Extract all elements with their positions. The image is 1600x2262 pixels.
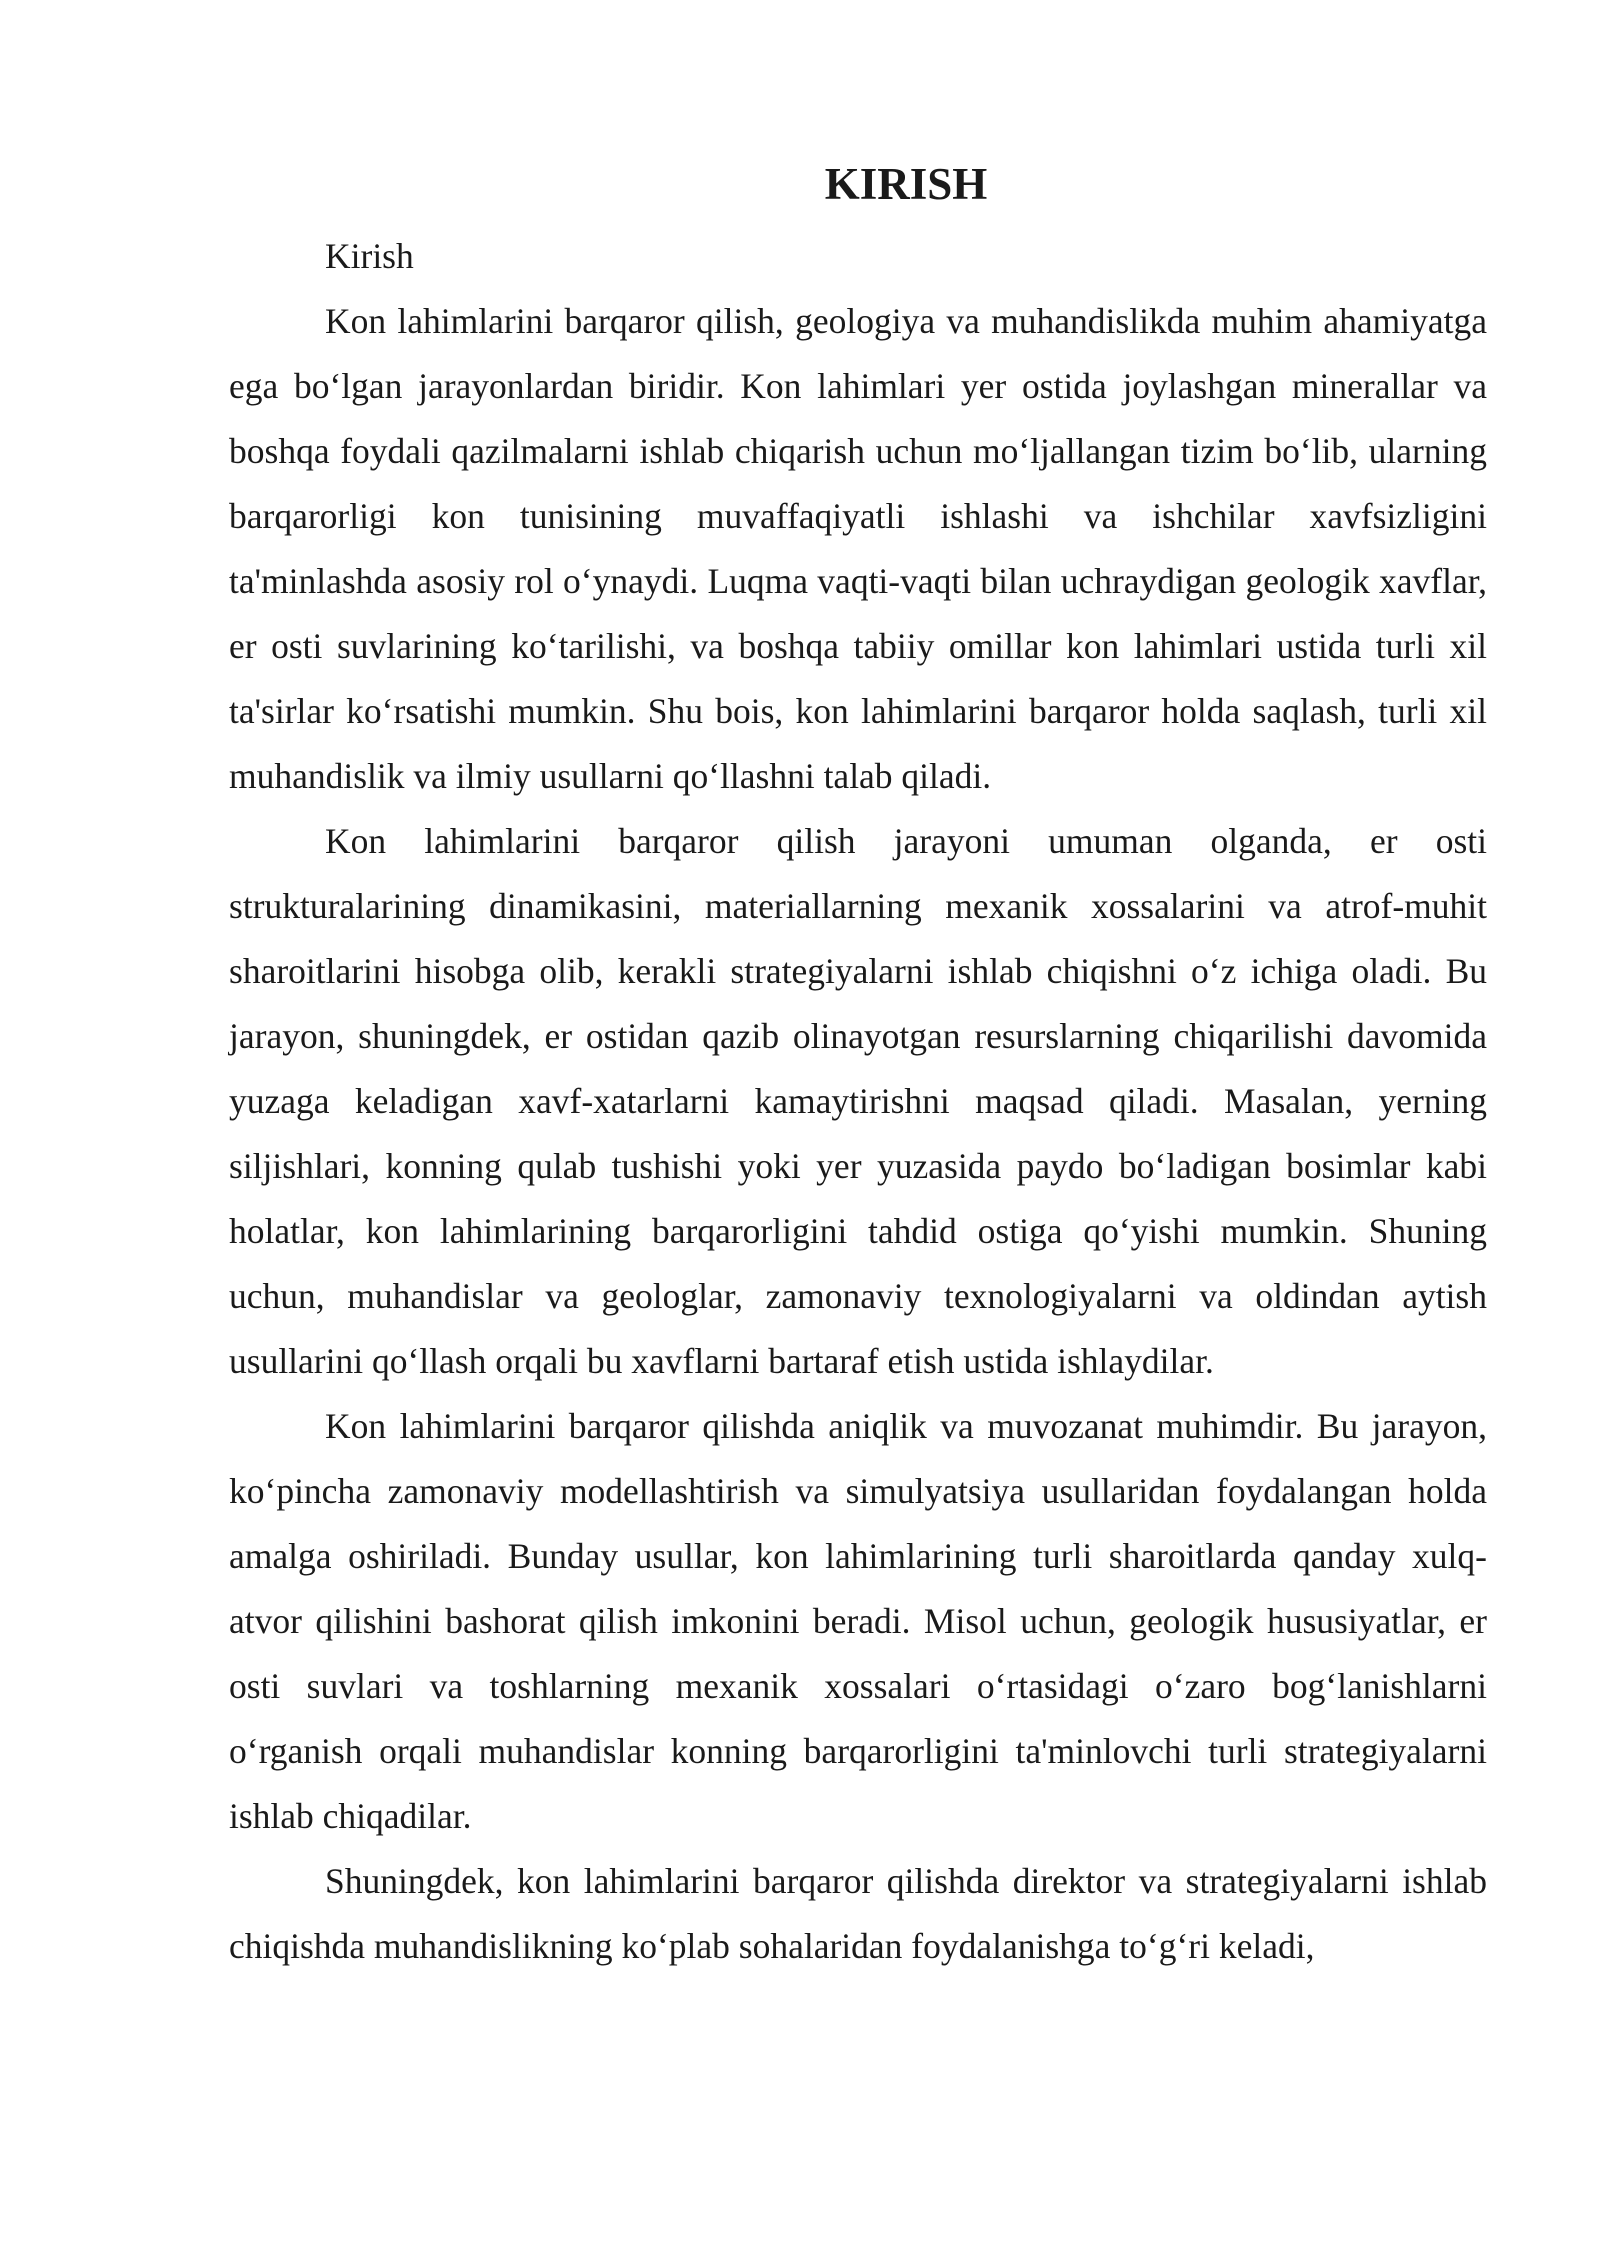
paragraph-2: Kon lahimlarini barqaror qilish jarayoni umuman olganda, er osti strukturalarining dinamikasini, materiallarning mexanik xossalarini va atrof-muhit sharoitlarini hisobga olib, kerakli strategiyalarni ishlab chiqishni o‘z ichiga oladi. Bu jarayon, shuningdek, er ostidan qazib olinayotgan resurslarning chiqarilishi davomida yuzaga keladigan xavf-xatarlarni kamaytirishni maqsad qiladi. Masalan, yerning siljishlari, konning qulab tushishi yoki yer yuzasida paydo bo‘ladigan bosimlar kabi holatlar, kon lahimlarining barqarorligini tahdid ostiga qo‘yishi mumkin. Shuning uchun, muhandislar va geologlar, zamonaviy texnologiyalarni va oldindan aytish usullarini qo‘llash orqali bu xavflarni bartaraf etish ustida ishlaydilar.	[229, 821, 1487, 1381]
page-title: KIRISH	[824, 159, 988, 209]
section-subheading: Kirish	[325, 236, 414, 276]
paragraph-3: Kon lahimlarini barqaror qilishda aniqlik va muvozanat muhimdir. Bu jarayon, ko‘pincha zamonaviy modellashtirish va simulyatsiya usullaridan foydalangan holda amalga oshiriladi. Bunday usullar, kon lahimlarining turli sharoitlarda qanday xulq-atvor qilishini bashorat qilish imkonini beradi. Misol uchun, geologik hususiyatlar, er osti suvlari va toshlarning mexanik xossalari o‘rtasidagi o‘zaro bog‘lanishlarni o‘rganish orqali muhandislar konning barqarorligini ta'minlovchi turli strategiyalarni ishlab chiqadilar.	[229, 1406, 1487, 1836]
document-body	[229, 150, 1487, 1979]
paragraph-1: Kon lahimlarini barqaror qilish, geologiya va muhandislikda muhim ahamiyatga ega bo‘lgan jarayonlardan biridir. Kon lahimlari yer ostida joylashgan minerallar va boshqa foydali qazilmalarni ishlab chiqarish uchun mo‘ljallangan tizim bo‘lib, ularning barqarorligi kon tunisining muvaffaqiyatli ishlashi va ishchilar xavfsizligini ta'minlashda asosiy rol o‘ynaydi. Luqma vaqti-vaqti bilan uchraydigan geologik xavflar, er osti suvlarining ko‘tarilishi, va boshqa tabiiy omillar kon lahimlari ustida turli xil ta'sirlar ko‘rsatishi mumkin. Shu bois, kon lahimlarini barqaror holda saqlash, turli xil muhandislik va ilmiy usullarni qo‘llashni talab qiladi.	[229, 301, 1487, 796]
paragraph-4: Shuningdek, kon lahimlarini barqaror qilishda direktor va strategiyalarni ishlab chiqishda muhandislikning ko‘plab sohalaridan foydalanishga to‘g‘ri keladi,	[229, 1861, 1487, 1966]
